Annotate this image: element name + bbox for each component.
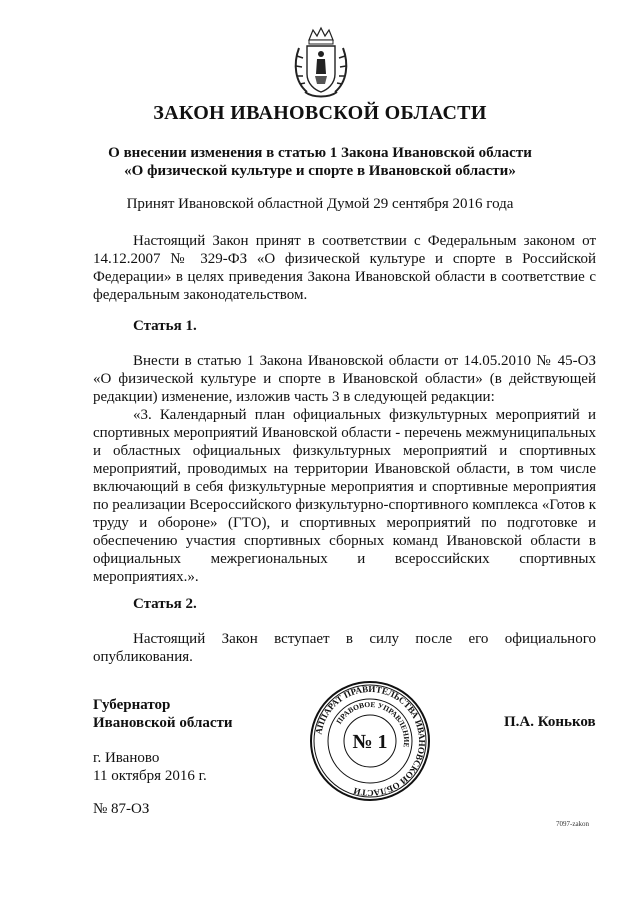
signatory-position-line-1: Губернатор (93, 697, 171, 713)
article-1-heading: Статья 1. (133, 318, 197, 334)
signatory-name: П.А. Коньков (504, 714, 596, 730)
document-title: ЗАКОН ИВАНОВСКОЙ ОБЛАСТИ (153, 102, 487, 124)
preamble-paragraph: Настоящий Закон принят в соответствии с Федеральным законом от 14.12.2007 № 329-ФЗ «О физической культуре и спорте в Российской Федерации» в целях приведения Закона Ивановской области в соответствие с федеральным законодательством. (93, 233, 596, 303)
signatory-position (93, 696, 233, 732)
article-1-body (93, 352, 596, 586)
signatory-position-line-2: Ивановской области (93, 715, 233, 731)
article-2-body (93, 630, 596, 666)
seal-ring-text: АППАРАТ ПРАВИТЕЛЬСТВА ИВАНОВСКОЙ ОБЛАСТИ (313, 683, 428, 799)
adoption-note: Принят Ивановской областной Думой 29 сентября 2016 года (126, 196, 514, 212)
place-and-date (93, 749, 207, 785)
article-1-paragraph-1: Внести в статью 1 Закона Ивановской области от 14.05.2010 № 45-ОЗ «О физической культуре и спорте в Ивановской области» (в действующей редакции) изменение, изложив часть 3 в следующей редакции: (93, 353, 596, 405)
seal-number: № 1 (352, 731, 388, 753)
article-1-paragraph-2: «3. Календарный план официальных физкультурных мероприятий и спортивных мероприятий Ивановской области - перечень межмуниципальных и областных официальных физкультурных мероприятий и спортивных мероприятий, проводимых на территории Ивановской области, в том числе включающий в себя физкультурные мероприятия и спортивные мероприятия по реализации Всероссийского физкультурно-спортивного комплекса «Готов к труду и обороне» (ГТО), и спортивных мероприятий по подготовке и обеспечению участия спортивных сборных команд Ивановской области в официальных межрегиональных и всероссийских спортивных мероприятиях.». (93, 407, 596, 585)
article-2-paragraph-1: Настоящий Закон вступает в силу после его официального опубликования. (93, 631, 596, 665)
preamble (93, 232, 596, 304)
subtitle-line-2: «О физической культуре и спорте в Ивановской области» (124, 163, 516, 179)
coat-of-arms-emblem (291, 26, 351, 98)
article-2-heading: Статья 2. (133, 596, 197, 612)
seal-inner-text: ПРАВОВОЕ УПРАВЛЕНИЕ (334, 699, 412, 749)
law-number: № 87-ОЗ (93, 801, 150, 817)
document-code: 7097-zakon (556, 820, 590, 828)
subtitle-line-1: О внесении изменения в статью 1 Закона Ивановской области (108, 145, 532, 161)
official-seal (309, 680, 431, 802)
city: г. Иваново (93, 750, 160, 766)
signing-date: 11 октября 2016 г. (93, 768, 207, 784)
document-subtitle (0, 144, 640, 180)
